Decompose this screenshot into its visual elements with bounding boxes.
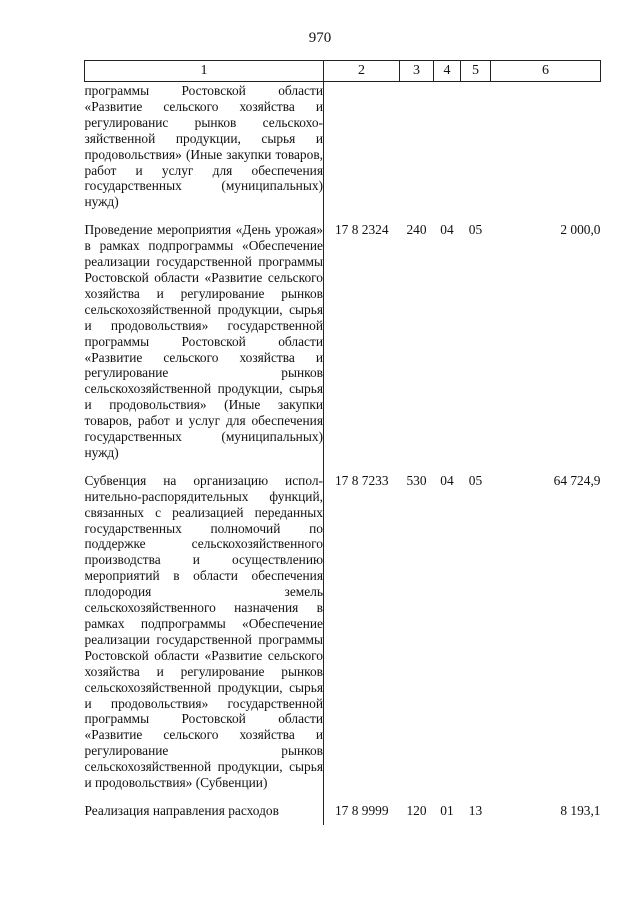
row-subsection: 05 (468, 222, 483, 238)
column-header-target-code: 2 (324, 61, 400, 82)
row-description: Проведение мероприятия «День урожая» в рамках подпрограммы «Обеспечение реализации государственной программы Ростовской области «Развитие сельского хозяйства и регулирование рынков сельскохозяйственной продукции, сырья и продовольствия» государственной программы Ростовской области «Развитие сельского хозяйства и регулирование рынков сельскохозяйственной продукции, сырья и продовольствия» (Иные закупки товаров, работ и услуг для обеспечения государственных (муниципальных) нужд) (85, 216, 324, 467)
column-header-section: 4 (434, 61, 461, 82)
row-section: 04 (440, 472, 454, 488)
row-section (434, 82, 461, 217)
row-target-code: 17 8 2324 (334, 222, 389, 238)
table-row (85, 216, 601, 467)
row-target-code: 17 8 9999 (334, 802, 389, 818)
budget-table (84, 60, 601, 825)
table-row (85, 797, 601, 825)
row-amount: 8 193,1 (560, 802, 601, 818)
row-description: программы Ростовской области «Развитие сельского хозяйства и регулированис рынков сельскохозяйственной продукции, сырья и продовольствия» (Иные закупки товаров, работ и услуг для обеспечения государственных (муниципальных) нужд) (85, 82, 324, 217)
row-section: 04 (440, 222, 454, 238)
column-header-amount: 6 (491, 61, 601, 82)
table-header-row (85, 61, 601, 82)
row-subsection: 05 (468, 472, 483, 488)
row-expense-type: 120 (406, 802, 427, 818)
row-target-code: 17 8 7233 (334, 472, 389, 488)
row-section: 01 (440, 802, 454, 818)
column-header-description: 1 (85, 61, 324, 82)
row-description: Реализация направления расходов (85, 797, 324, 825)
column-header-expense-type: 3 (400, 61, 434, 82)
row-subsection: 13 (468, 802, 483, 818)
table-row (85, 82, 601, 217)
row-amount: 64 724,9 (553, 472, 601, 488)
page-number: 970 (308, 30, 332, 46)
row-amount: 2 000,0 (560, 222, 601, 238)
row-amount (491, 82, 601, 217)
row-expense-type (400, 82, 434, 217)
row-target-code (324, 82, 400, 217)
row-expense-type: 530 (406, 472, 427, 488)
row-description: Субвенция на организацию исполнительно-распорядительных функций, связанных с реализацией переданных государственных полномочий по поддержке сельскохозяйственного производства и осуществлению мероприятий в области обеспечения плодородия земель сельскохозяйственного назначения в рамках подпрограммы «Обеспечение реализации государственной программы Ростовской области «Развитие сельского хозяйства и регулирование рынков сельскохозяйственной продукции, сырья и продовольствия» государственной программы Ростовской области «Развитие сельского хозяйства и регулирование рынков сельскохозяйственной продукции, сырья и продовольствия» (Субвенции) (85, 467, 324, 797)
column-header-subsection: 5 (461, 61, 491, 82)
row-subsection (461, 82, 491, 217)
table-row (85, 467, 601, 797)
row-expense-type: 240 (406, 222, 427, 238)
